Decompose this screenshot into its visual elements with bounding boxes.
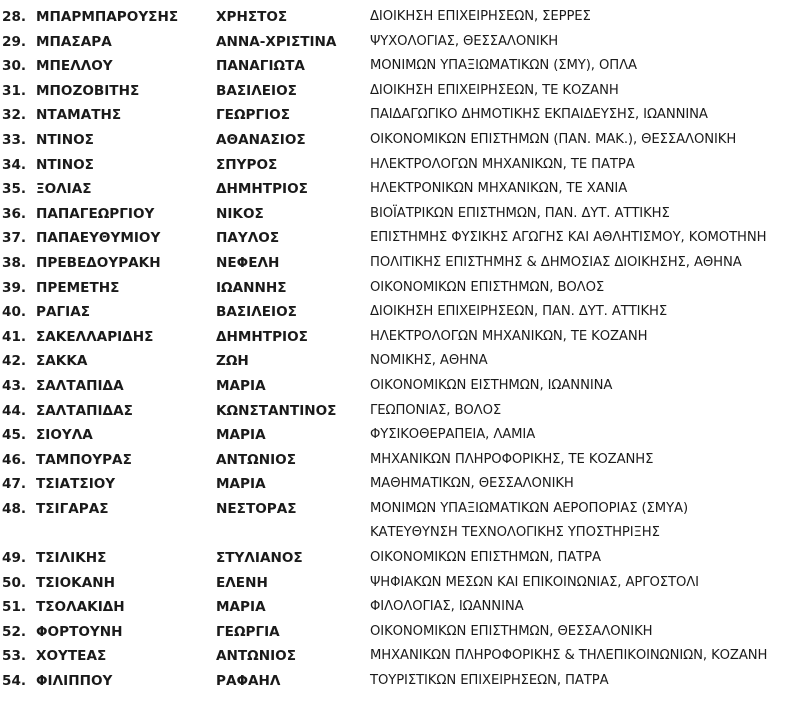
school: ΜΟΝΙΜΩΝ ΥΠΑΞΙΩΜΑΤΙΚΩΝ (ΣΜΥ), ΟΠΛΑ xyxy=(370,58,637,74)
school: ΗΛΕΚΤΡΟΛΟΓΩΝ ΜΗΧΑΝΙΚΩΝ, ΤΕ ΠΑΤΡΑ xyxy=(370,156,635,172)
list-item xyxy=(0,374,800,399)
school: ΤΟΥΡΙΣΤΙΚΩΝ ΕΠΙΧΕΙΡΗΣΕΩΝ, ΠΑΤΡΑ xyxy=(370,673,609,689)
row-number: 49. xyxy=(2,550,27,567)
list-item xyxy=(0,669,800,694)
first-name: ΧΡΗΣΤΟΣ xyxy=(216,9,288,25)
row-number: 34. xyxy=(2,156,27,173)
list-item xyxy=(0,472,800,497)
surname: ΤΣΙΑΤΣΙΟΥ xyxy=(36,476,116,493)
first-name: ΣΠΥΡΟΣ xyxy=(216,156,278,173)
school: ΟΙΚΟΝΟΜΙΚΩΝ ΕΙΣΤΗΜΩΝ, ΙΩΑΝΝΙΝΑ xyxy=(370,377,613,393)
school: ΔΙΟΙΚΗΣΗ ΕΠΙΧΕΙΡΗΣΕΩΝ, ΤΕ ΚΟΖΑΝΗ xyxy=(370,82,619,98)
surname: ΦΟΡΤΟΥΝΗ xyxy=(36,623,123,640)
surname: ΜΠΑΣΑΡΑ xyxy=(36,33,112,50)
surname: ΦΙΛΙΠΠΟΥ xyxy=(36,673,113,690)
row-number: 51. xyxy=(2,599,27,616)
surname: ΜΠΕΛΛΟΥ xyxy=(36,58,113,75)
school: ΗΛΕΚΤΡΟΝΙΚΩΝ ΜΗΧΑΝΙΚΩΝ, ΤΕ ΧΑΝΙΑ xyxy=(370,181,628,197)
surname: ΞΟΛΙΑΣ xyxy=(36,181,92,198)
surname: ΤΣΟΛΑΚΙΔΗ xyxy=(36,599,125,616)
first-name: ΒΑΣΙΛΕΙΟΣ xyxy=(216,304,297,321)
surname: ΤΣΙΛΙΚΗΣ xyxy=(36,550,107,567)
first-name: ΕΛΕΝΗ xyxy=(216,574,268,591)
list-item xyxy=(0,644,800,669)
row-number: 42. xyxy=(2,353,27,370)
first-name: ΙΩΑΝΝΗΣ xyxy=(216,279,287,296)
list-item xyxy=(0,571,800,596)
row-number: 50. xyxy=(2,574,27,591)
list-item xyxy=(0,153,800,178)
school: ΨΥΧΟΛΟΓΙΑΣ, ΘΕΣΣΑΛΟΝΙΚΗ xyxy=(370,33,559,49)
list-item xyxy=(0,5,800,30)
row-number: 54. xyxy=(2,673,27,690)
surname: ΝΤΑΜΑΤΗΣ xyxy=(36,107,122,124)
row-number: 40. xyxy=(2,304,27,321)
list-item xyxy=(0,300,800,325)
list-item xyxy=(0,325,800,350)
row-number: 41. xyxy=(2,328,27,345)
school: ΔΙΟΙΚΗΣΗ ΕΠΙΧΕΙΡΗΣΕΩΝ, ΠΑΝ. ΔΥΤ. ΑΤΤΙΚΗΣ xyxy=(370,304,668,320)
list-item xyxy=(0,620,800,645)
list-item xyxy=(0,103,800,128)
school: ΨΗΦΙΑΚΩΝ ΜΕΣΩΝ ΚΑΙ ΕΠΙΚΟΙΝΩΝΙΑΣ, ΑΡΓΟΣΤΟΛΙ xyxy=(370,574,699,590)
list-item xyxy=(0,497,800,522)
row-number: 29. xyxy=(2,33,27,50)
row-number: 37. xyxy=(2,230,27,247)
school: ΟΙΚΟΝΟΜΙΚΩΝ ΕΠΙΣΤΗΜΩΝ (ΠΑΝ. ΜΑΚ.), ΘΕΣΣΑΛΟΝΙΚΗ xyxy=(370,131,737,147)
list-item xyxy=(0,226,800,251)
first-name: ΑΝΤΩΝΙΟΣ xyxy=(216,451,297,468)
first-name: ΝΕΦΕΛΗ xyxy=(216,254,280,271)
row-number: 48. xyxy=(2,500,27,517)
row-number: 33. xyxy=(2,131,27,148)
school: ΚΑΤΕΥΘΥΝΣΗ ΤΕΧΝΟΛΟΓΙΚΗΣ ΥΠΟΣΤΗΡΙΞΗΣ xyxy=(370,525,660,541)
row-number: 43. xyxy=(2,377,27,394)
first-name: ΝΕΣΤΟΡΑΣ xyxy=(216,500,297,517)
school: ΝΟΜΙΚΗΣ, ΑΘΗΝΑ xyxy=(370,353,488,369)
first-name: ΜΑΡΙΑ xyxy=(216,476,266,493)
surname: ΠΡΕΒΕΔΟΥΡΑΚΗ xyxy=(36,254,161,271)
list-item xyxy=(0,177,800,202)
row-number: 38. xyxy=(2,254,27,271)
first-name: ΜΑΡΙΑ xyxy=(216,377,266,394)
school: ΠΟΛΙΤΙΚΗΣ ΕΠΙΣΤΗΜΗΣ & ΔΗΜΟΣΙΑΣ ΔΙΟΙΚΗΣΗΣ, ΑΘΗΝΑ xyxy=(370,254,742,270)
row-number: 32. xyxy=(2,107,27,124)
surname: ΜΠΑΡΜΠΑΡΟΥΣΗΣ xyxy=(36,9,179,25)
first-name: ΓΕΩΡΓΙΑ xyxy=(216,623,280,640)
first-name: ΔΗΜΗΤΡΙΟΣ xyxy=(216,328,308,345)
row-number: 36. xyxy=(2,205,27,222)
row-number: 46. xyxy=(2,451,27,468)
school: ΕΠΙΣΤΗΜΗΣ ΦΥΣΙΚΗΣ ΑΓΩΓΗΣ ΚΑΙ ΑΘΛΗΤΙΣΜΟΥ, ΚΟΜΟΤΗΝΗ xyxy=(370,230,767,246)
list-item xyxy=(0,349,800,374)
school: ΗΛΕΚΤΡΟΛΟΓΩΝ ΜΗΧΑΝΙΚΩΝ, ΤΕ ΚΟΖΑΝΗ xyxy=(370,328,648,344)
surname: ΝΤΙΝΟΣ xyxy=(36,131,94,148)
surname: ΧΟΥΤΕΑΣ xyxy=(36,648,107,665)
first-name: ΑΘΑΝΑΣΙΟΣ xyxy=(216,131,306,148)
surname: ΣΑΚΚΑ xyxy=(36,353,88,370)
school: ΦΙΛΟΛΟΓΙΑΣ, ΙΩΑΝΝΙΝΑ xyxy=(370,599,524,615)
row-number: 35. xyxy=(2,181,27,198)
row-number: 39. xyxy=(2,279,27,296)
school: ΜΑΘΗΜΑΤΙΚΩΝ, ΘΕΣΣΑΛΟΝΙΚΗ xyxy=(370,476,574,492)
school: ΜΟΝΙΜΩΝ ΥΠΑΞΙΩΜΑΤΙΚΩΝ ΑΕΡΟΠΟΡΙΑΣ (ΣΜΥΑ) xyxy=(370,500,688,516)
surname: ΤΣΙΟΚΑΝΗ xyxy=(36,574,115,591)
first-name: ΑΝΝΑ-ΧΡΙΣΤΙΝΑ xyxy=(216,33,337,50)
first-name: ΒΑΣΙΛΕΙΟΣ xyxy=(216,82,297,99)
row-number: 45. xyxy=(2,427,27,444)
list-item xyxy=(0,202,800,227)
surname: ΜΠΟΖΟΒΙΤΗΣ xyxy=(36,82,140,99)
surname: ΣΑΚΕΛΛΑΡΙΔΗΣ xyxy=(36,328,154,345)
surname: ΣΙΟΥΛΑ xyxy=(36,427,93,444)
list-item-continuation xyxy=(0,521,800,546)
row-number: 30. xyxy=(2,58,27,75)
school: ΟΙΚΟΝΟΜΙΚΩΝ ΕΠΙΣΤΗΜΩΝ, ΠΑΤΡΑ xyxy=(370,550,601,566)
school: ΟΙΚΟΝΟΜΙΚΩΝ ΕΠΙΣΤΗΜΩΝ, ΘΕΣΣΑΛΟΝΙΚΗ xyxy=(370,623,653,639)
surname: ΤΑΜΠΟΥΡΑΣ xyxy=(36,451,132,468)
first-name: ΠΑΥΛΟΣ xyxy=(216,230,280,247)
list-item xyxy=(0,128,800,153)
list-item xyxy=(0,79,800,104)
list-item xyxy=(0,54,800,79)
first-name: ΝΙΚΟΣ xyxy=(216,205,264,222)
school: ΜΗΧΑΝΙΚΩΝ ΠΛΗΡΟΦΟΡΙΚΗΣ, ΤΕ ΚΟΖΑΝΗΣ xyxy=(370,451,654,467)
first-name: ΓΕΩΡΓΙΟΣ xyxy=(216,107,291,124)
list-item xyxy=(0,251,800,276)
first-name: ΡΑΦΑΗΛ xyxy=(216,673,281,690)
list-item xyxy=(0,595,800,620)
surname: ΡΑΓΙΑΣ xyxy=(36,304,91,321)
first-name: ΑΝΤΩΝΙΟΣ xyxy=(216,648,297,665)
surname: ΠΑΠΑΓΕΩΡΓΙΟΥ xyxy=(36,205,155,222)
first-name: ΜΑΡΙΑ xyxy=(216,427,266,444)
school: ΦΥΣΙΚΟΘΕΡΑΠΕΙΑ, ΛΑΜΙΑ xyxy=(370,427,536,443)
list-item xyxy=(0,399,800,424)
school: ΠΑΙΔΑΓΩΓΙΚΟ ΔΗΜΟΤΙΚΗΣ ΕΚΠΑΙΔΕΥΣΗΣ, ΙΩΑΝΝΙΝΑ xyxy=(370,107,708,123)
surname: ΠΑΠΑΕΥΘΥΜΙΟΥ xyxy=(36,230,161,247)
row-number: 53. xyxy=(2,648,27,665)
school: ΔΙΟΙΚΗΣΗ ΕΠΙΧΕΙΡΗΣΕΩΝ, ΣΕΡΡΕΣ xyxy=(370,9,591,24)
school: ΜΗΧΑΝΙΚΩΝ ΠΛΗΡΟΦΟΡΙΚΗΣ & ΤΗΛΕΠΙΚΟΙΝΩΝΙΩΝ, ΚΟΖΑΝΗ xyxy=(370,648,768,664)
first-name: ΠΑΝΑΓΙΩΤΑ xyxy=(216,58,305,75)
row-number: 31. xyxy=(2,82,27,99)
first-name: ΖΩΗ xyxy=(216,353,249,370)
surname: ΠΡΕΜΕΤΗΣ xyxy=(36,279,120,296)
list-item xyxy=(0,30,800,55)
surname: ΣΑΛΤΑΠΙΔΑΣ xyxy=(36,402,133,419)
row-number: 47. xyxy=(2,476,27,493)
list-item xyxy=(0,276,800,301)
row-number: 52. xyxy=(2,623,27,640)
surname: ΣΑΛΤΑΠΙΔΑ xyxy=(36,377,124,394)
surname: ΤΣΙΓΑΡΑΣ xyxy=(36,500,109,517)
list-item xyxy=(0,423,800,448)
school: ΒΙΟΪΑΤΡΙΚΩΝ ΕΠΙΣΤΗΜΩΝ, ΠΑΝ. ΔΥΤ. ΑΤΤΙΚΗΣ xyxy=(370,205,670,221)
list-item xyxy=(0,448,800,473)
surname: ΝΤΙΝΟΣ xyxy=(36,156,94,173)
school: ΟΙΚΟΝΟΜΙΚΩΝ ΕΠΙΣΤΗΜΩΝ, ΒΟΛΟΣ xyxy=(370,279,605,295)
list-item xyxy=(0,546,800,571)
school: ΓΕΩΠΟΝΙΑΣ, ΒΟΛΟΣ xyxy=(370,402,502,418)
first-name: ΚΩΝΣΤΑΝΤΙΝΟΣ xyxy=(216,402,337,419)
row-number: 44. xyxy=(2,402,27,419)
first-name: ΣΤΥΛΙΑΝΟΣ xyxy=(216,550,303,567)
first-name: ΔΗΜΗΤΡΙΟΣ xyxy=(216,181,308,198)
first-name: ΜΑΡΙΑ xyxy=(216,599,266,616)
row-number: 28. xyxy=(2,9,27,25)
